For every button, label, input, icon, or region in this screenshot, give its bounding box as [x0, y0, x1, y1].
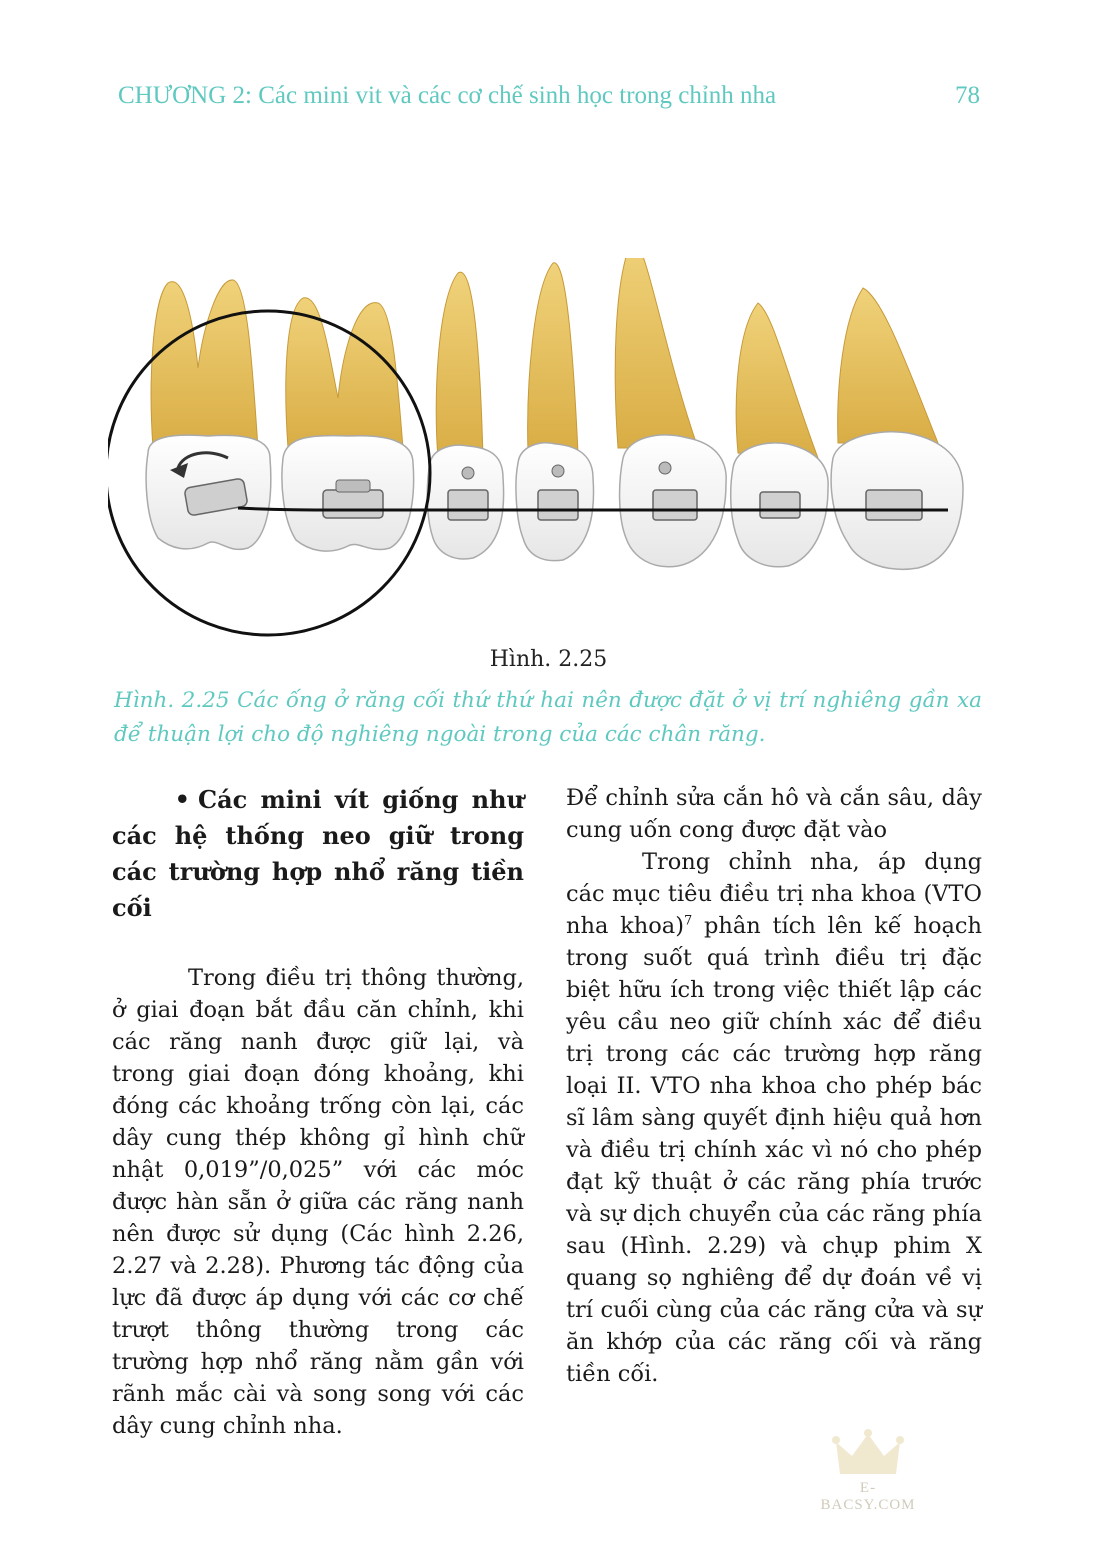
bullet: • — [174, 785, 190, 814]
right-paragraph-2 — [566, 846, 982, 1390]
right-paragraph-1: Để chỉnh sửa cắn hô và cắn sâu, dây cung uốn cong được đặt vào — [566, 785, 982, 843]
crown-icon — [818, 1428, 918, 1480]
section-heading — [112, 782, 524, 926]
section-heading-text: Các mini vít giống như các hệ thống neo giữ trong các trường hợp nhổ răng tiền cối — [112, 785, 524, 922]
figure-label: Hình. 2.25 — [489, 647, 608, 672]
lateral-bracket — [760, 492, 800, 518]
right-paragraph-2-end: phân tích lên kế hoạch trong suốt quá trình điều trị đặc biệt hữu ích trong việc thiết lập các yêu cầu neo giữ chính xác để điều trị trong các các trường hợp răng loại II. VTO nha khoa cho phép bác sĩ lâm sàng quyết định hiệu quả hơn và điều trị chính xác vì nó cho phép đạt kỹ thuật ở các răng phía trước và sự dịch chuyển của các răng phía sau (Hình. 2.29) và chụp phim X quang sọ nghiêng để dự đoán về vị trí cuối cùng của các răng cửa và sự ăn khớp của các răng cối và răng tiền cối. — [566, 913, 982, 1387]
chapter-title: CHƯƠNG 2: Các mini vit và các cơ chế sinh học trong chỉnh nha — [118, 82, 777, 109]
page-number: 78 — [955, 82, 980, 109]
citation-superscript: 7 — [683, 913, 693, 929]
right-column — [566, 782, 982, 1390]
watermark-text: E-BACSY.COM — [820, 1480, 916, 1513]
right-paragraph-2-start: Trong chỉnh nha, áp dụng các mục tiêu điều trị nha khoa (VTO nha khoa) — [566, 849, 982, 939]
watermark-logo — [818, 1428, 918, 1538]
central-bracket — [866, 490, 922, 520]
central-incisor — [831, 288, 963, 569]
figure-caption: Hình. 2.25 Các ống ở răng cối thứ thứ hai nên được đặt ở vị trí nghiêng gần xa để thuận lợi cho độ nghiêng ngoài trong của các chân răng. — [114, 688, 982, 747]
lateral-incisor — [731, 303, 828, 567]
teeth-illustration — [108, 258, 988, 640]
left-paragraph: Trong điều trị thông thường, ở giai đoạn bắt đầu căn chỉnh, khi các răng nanh được giữ lại, và trong giai đoạn đóng khoảng, khi đóng các khoảng trống còn lại, các dây cung thép không gỉ hình chữ nhật 0,019”/0,025” với các móc được hàn sẵn ở giữa các răng nanh nên được sử dụng (Các hình 2.26, 2.27 và 2.28). Phương tác động của lực đã được áp dụng với các cơ chế trượt thông thường trong các trường hợp nhổ răng nằm gần với rãnh mắc cài và song song với các dây cung chỉnh nha. — [112, 965, 524, 1439]
left-column — [112, 782, 524, 1442]
